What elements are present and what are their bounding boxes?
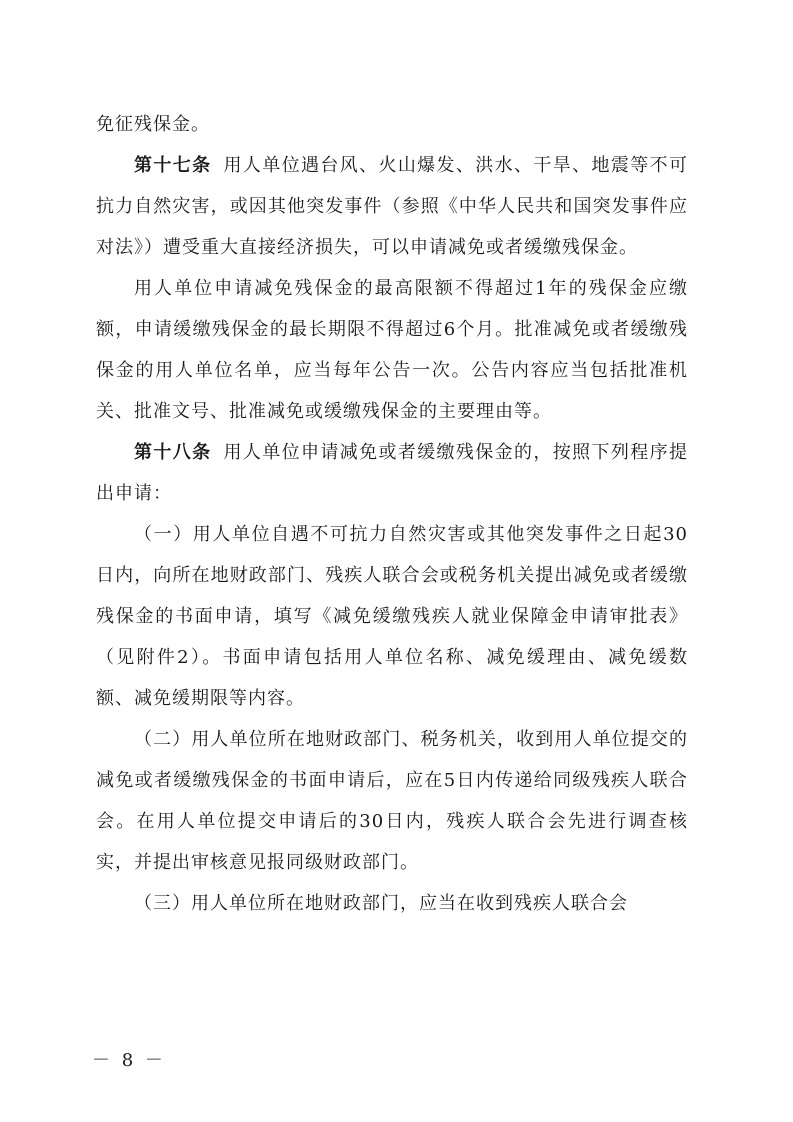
paragraph-article-17-text: 用人单位遇台风、火山爆发、洪水、干旱、地震等不可抗力自然灾害，或因其他突发事件（参照《中华人民共和国突发事件应对法》）遭受重大直接经济损失，可以申请减免或者缓缴残保金。: [96, 155, 689, 258]
paragraph-item-3: [96, 883, 688, 924]
page-number: － 8 －: [92, 1050, 166, 1071]
paragraph-1: [96, 104, 688, 145]
article-number-18: 第十八条: [134, 442, 212, 463]
document-body: [96, 104, 688, 924]
paragraph-item-1: [96, 514, 688, 719]
paragraph-item-2-text: （二）用人单位所在地财政部门、税务机关，收到用人单位提交的减免或者缓缴残保金的书面申请后，应在5日内传递给同级残疾人联合会。在用人单位提交申请后的30日内，残疾人联合会先进行调查核实，并提出审核意见报同级财政部门。: [96, 729, 688, 873]
paragraph-article-18-text: 用人单位申请减免或者缓缴残保金的，按照下列程序提出申请：: [96, 442, 689, 504]
paragraph-1-text: 免征残保金。: [96, 114, 210, 135]
paragraph-article-17: [96, 145, 688, 268]
paragraph-item-3-text: （三）用人单位所在地财政部门，应当在收到残疾人联合会: [134, 893, 628, 914]
paragraph-3-text: 用人单位申请减免残保金的最高限额不得超过1年的残保金应缴额，申请缓缴残保金的最长期限不得超过6个月。批准减免或者缓缴残保金的用人单位名单，应当每年公告一次。公告内容应当包括批准机关、批准文号、批准减免或缓缴残保金的主要理由等。: [96, 278, 688, 422]
article-number-17: 第十七条: [134, 155, 212, 176]
paragraph-article-18: [96, 432, 688, 514]
paragraph-item-1-text: （一）用人单位自遇不可抗力自然灾害或其他突发事件之日起30日内，向所在地财政部门、残疾人联合会或税务机关提出减免或者缓缴残保金的书面申请，填写《减免缓缴残疾人就业保障金申请审批表》（见附件2）。书面申请包括用人单位名称、减免缓理由、减免缓数额、减免缓期限等内容。: [96, 524, 688, 709]
paragraph-item-2: [96, 719, 688, 883]
paragraph-3: [96, 268, 688, 432]
